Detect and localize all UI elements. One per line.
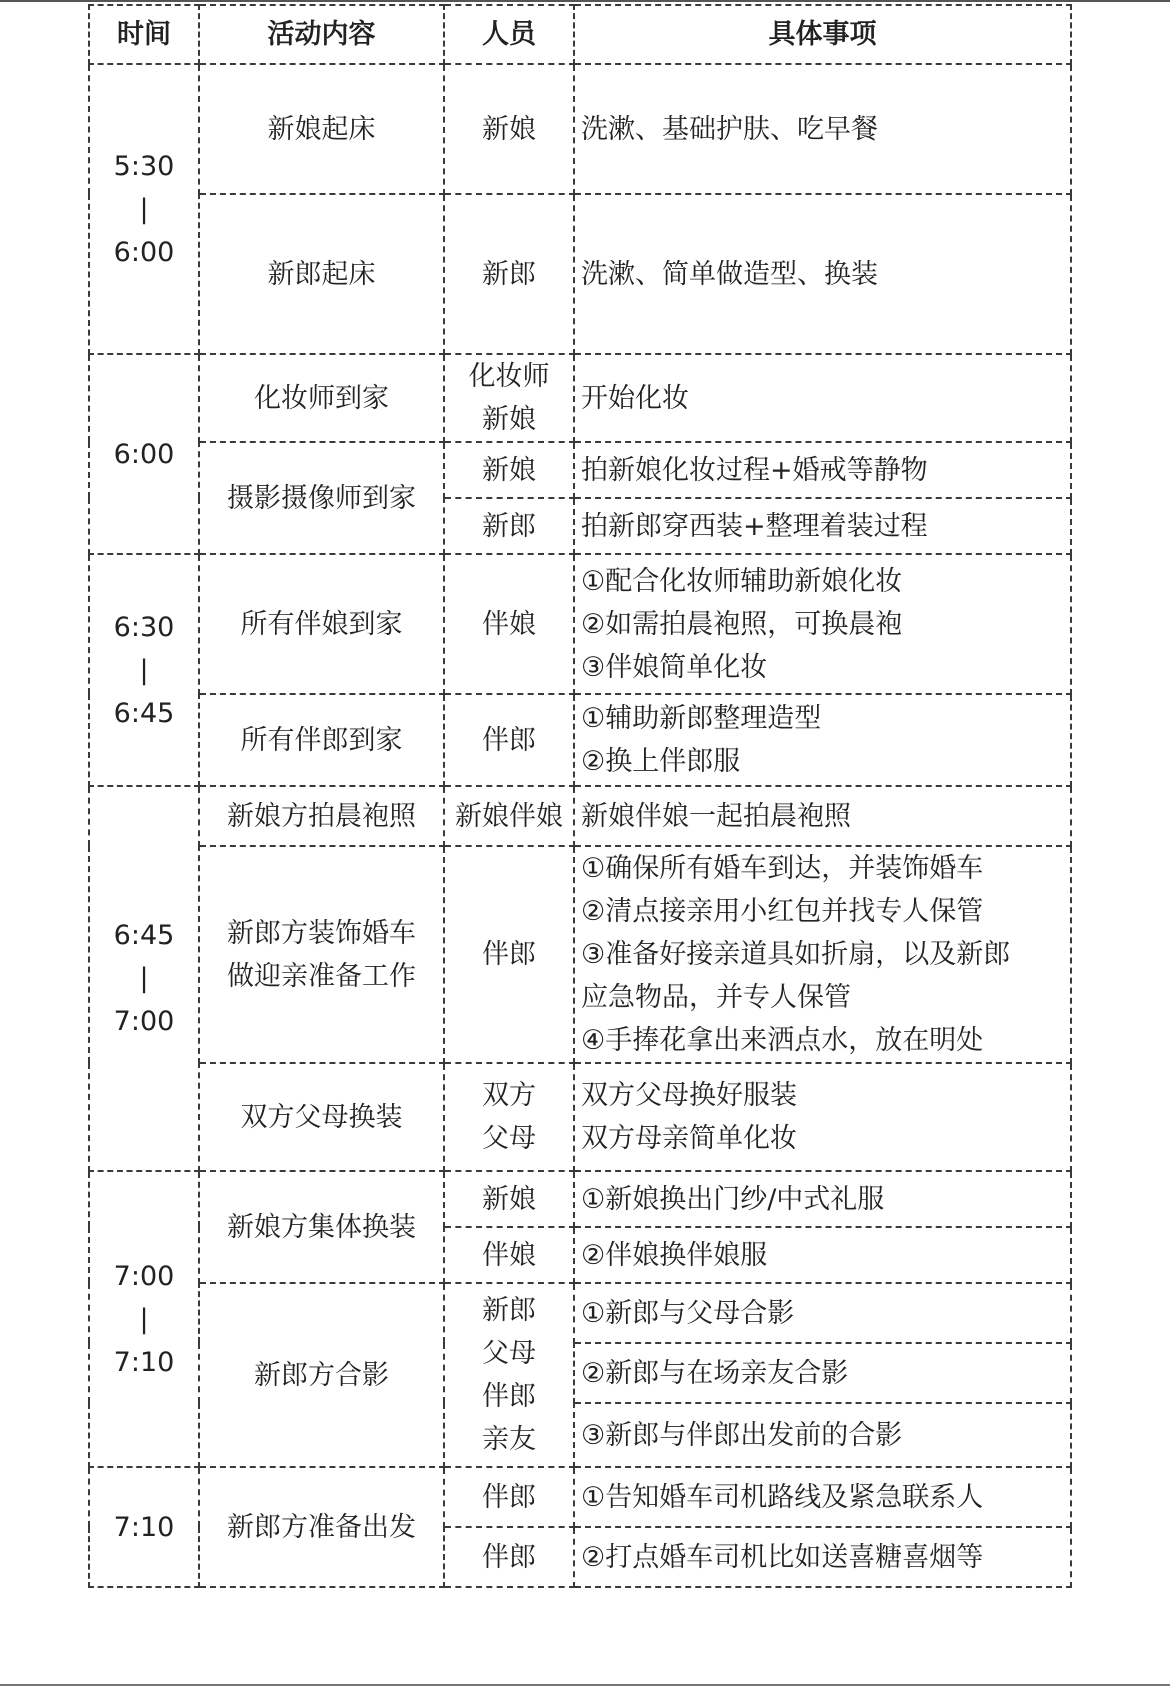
- details-cell: [574, 1467, 1071, 1527]
- activity-line: 新娘起床: [267, 113, 376, 145]
- schedule-row: [89, 1171, 1071, 1227]
- time-line: 5:30: [113, 150, 175, 182]
- staff-cell: [444, 498, 574, 554]
- schedule-row: [89, 1467, 1071, 1527]
- detail-line: ①新郎与父母合影: [581, 1297, 795, 1329]
- time-line: 6:45: [113, 920, 175, 951]
- staff-line: 化妆师: [468, 361, 550, 392]
- staff-cell: [444, 786, 574, 846]
- details-cell: [574, 442, 1071, 498]
- detail-line: ①告知婚车司机路线及紧急联系人: [581, 1481, 984, 1513]
- details-cell: [574, 498, 1071, 554]
- staff-line: 伴郎: [482, 724, 536, 756]
- time-line: 7:00: [113, 1006, 175, 1037]
- staff-line: 伴郎: [482, 1481, 536, 1513]
- time-line: 7:10: [113, 1346, 175, 1378]
- activity-line: 摄影摄像师到家: [227, 482, 416, 514]
- schedule-row: [89, 354, 1071, 442]
- time-line: |: [139, 193, 149, 225]
- time-line: |: [139, 963, 149, 994]
- detail-line: ③准备好接亲道具如折扇，以及新郎: [581, 939, 1011, 970]
- staff-line: 新娘: [482, 454, 536, 486]
- detail-line: 双方父母换好服装: [581, 1080, 797, 1111]
- staff-cell: [444, 1171, 574, 1227]
- detail-line: 开始化妆: [581, 382, 689, 414]
- details-cell: [574, 1283, 1071, 1343]
- details-cell: [574, 694, 1071, 786]
- staff-line: 新娘: [482, 404, 536, 435]
- activity-line: 所有伴郎到家: [240, 724, 403, 756]
- detail-line: ①配合化妆师辅助新娘化妆: [581, 565, 903, 597]
- activity-line: 新郎方装饰婚车: [227, 917, 416, 949]
- header-row: [89, 5, 1071, 64]
- details-cell: [574, 64, 1071, 194]
- details-cell: [574, 354, 1071, 442]
- detail-line: 双方母亲简单化妆: [581, 1123, 797, 1154]
- details-cell: [574, 786, 1071, 846]
- detail-line: ③伴娘简单化妆: [581, 651, 768, 683]
- activity-cell: [199, 64, 444, 194]
- header-staff: 人员: [444, 5, 574, 64]
- activity-line: 所有伴娘到家: [240, 608, 403, 640]
- schedule-row: [89, 846, 1071, 1063]
- schedule-row: [89, 786, 1071, 846]
- staff-line: 新郎: [482, 510, 536, 542]
- schedule-row: [89, 1283, 1071, 1343]
- wedding-schedule-table: [88, 4, 1072, 1588]
- detail-line: ③新郎与伴郎出发前的合影: [581, 1419, 903, 1451]
- details-cell: [574, 1527, 1071, 1587]
- details-cell: [574, 194, 1071, 354]
- activity-cell: [199, 846, 444, 1063]
- details-cell: [574, 846, 1071, 1063]
- time-line: 7:00: [113, 1260, 175, 1292]
- time-line: |: [139, 1303, 149, 1335]
- staff-line: 父母: [482, 1123, 536, 1154]
- staff-cell: [444, 1227, 574, 1283]
- activity-cell: [199, 694, 444, 786]
- top-border-line: [0, 0, 1170, 2]
- time-cell: [89, 354, 199, 554]
- activity-line: 新娘方拍晨袍照: [227, 800, 416, 832]
- details-cell: [574, 1343, 1071, 1403]
- time-cell: [89, 786, 199, 1171]
- details-cell: [574, 1403, 1071, 1467]
- staff-line: 双方: [482, 1080, 536, 1111]
- detail-line: 拍新郎穿西装+整理着装过程: [581, 510, 928, 542]
- header-time: 时间: [89, 5, 199, 64]
- staff-line: 伴娘: [482, 1239, 536, 1271]
- staff-line: 新郎: [482, 1295, 536, 1326]
- staff-cell: [444, 64, 574, 194]
- schedule-row: [89, 694, 1071, 786]
- schedule-row: [89, 194, 1071, 354]
- staff-line: 伴郎: [482, 1381, 536, 1412]
- time-line: 6:45: [113, 697, 175, 729]
- time-line: 6:00: [113, 438, 175, 470]
- staff-cell: [444, 354, 574, 442]
- details-cell: [574, 1171, 1071, 1227]
- activity-cell: [199, 1283, 444, 1467]
- detail-line: 洗漱、基础护肤、吃早餐: [581, 113, 878, 145]
- staff-cell: [444, 1467, 574, 1527]
- staff-cell: [444, 694, 574, 786]
- header-activity: 活动内容: [199, 5, 444, 64]
- activity-cell: [199, 442, 444, 554]
- schedule-row: [89, 554, 1071, 694]
- schedule-row: [89, 442, 1071, 498]
- detail-line: ②伴娘换伴娘服: [581, 1239, 768, 1271]
- staff-cell: [444, 1283, 574, 1467]
- activity-line: 新郎起床: [267, 258, 376, 290]
- activity-cell: [199, 194, 444, 354]
- activity-line: 新郎方准备出发: [227, 1511, 416, 1543]
- staff-line: 新郎: [482, 258, 536, 290]
- details-cell: [574, 1227, 1071, 1283]
- schedule-body: [89, 64, 1071, 1587]
- staff-cell: [444, 554, 574, 694]
- activity-cell: [199, 1063, 444, 1171]
- staff-line: 伴郎: [482, 1541, 536, 1573]
- staff-cell: [444, 194, 574, 354]
- detail-line: 拍新娘化妆过程+婚戒等静物: [581, 454, 928, 486]
- detail-line: ②清点接亲用小红包并找专人保管: [581, 896, 984, 927]
- time-cell: [89, 64, 199, 354]
- staff-line: 父母: [482, 1338, 536, 1369]
- activity-cell: [199, 786, 444, 846]
- detail-line: ②打点婚车司机比如送喜糖喜烟等: [581, 1541, 984, 1573]
- staff-cell: [444, 846, 574, 1063]
- header-details: 具体事项: [574, 5, 1071, 64]
- activity-cell: [199, 354, 444, 442]
- time-line: 6:00: [113, 236, 175, 268]
- time-line: 6:30: [113, 611, 175, 643]
- detail-line: ①新娘换出门纱/中式礼服: [581, 1183, 885, 1215]
- detail-line: ②如需拍晨袍照，可换晨袍: [581, 608, 903, 640]
- detail-line: ①确保所有婚车到达，并装饰婚车: [581, 853, 984, 884]
- staff-line: 伴娘: [482, 608, 536, 640]
- activity-cell: [199, 1467, 444, 1587]
- time-cell: [89, 1171, 199, 1467]
- staff-cell: [444, 442, 574, 498]
- staff-line: 新娘伴娘: [455, 800, 563, 832]
- activity-line: 新娘方集体换装: [227, 1211, 416, 1243]
- staff-line: 亲友: [482, 1424, 536, 1455]
- detail-line: ④手捧花拿出来洒点水，放在明处: [581, 1025, 984, 1056]
- details-cell: [574, 1063, 1071, 1171]
- detail-line: ②新郎与在场亲友合影: [581, 1357, 849, 1389]
- detail-line: 新娘伴娘一起拍晨袍照: [581, 800, 851, 832]
- activity-line: 化妆师到家: [254, 382, 389, 414]
- staff-line: 新娘: [482, 1183, 536, 1215]
- schedule-row: [89, 64, 1071, 194]
- detail-line: 洗漱、简单做造型、换装: [581, 258, 878, 290]
- staff-line: 伴郎: [482, 939, 536, 970]
- staff-cell: [444, 1527, 574, 1587]
- schedule-row: [89, 1063, 1071, 1171]
- activity-line: 新郎方合影: [254, 1359, 389, 1391]
- activity-line: 做迎亲准备工作: [227, 960, 416, 992]
- time-cell: [89, 554, 199, 786]
- time-cell: [89, 1467, 199, 1587]
- details-cell: [574, 554, 1071, 694]
- detail-line: ②换上伴郎服: [581, 746, 741, 777]
- time-line: 7:10: [113, 1511, 175, 1543]
- activity-cell: [199, 554, 444, 694]
- detail-line: ①辅助新郎整理造型: [581, 703, 822, 734]
- staff-line: 新娘: [482, 113, 536, 145]
- detail-line: 应急物品，并专人保管: [581, 982, 851, 1013]
- staff-cell: [444, 1063, 574, 1171]
- activity-line: 双方父母换装: [240, 1101, 403, 1133]
- time-line: |: [139, 654, 149, 686]
- activity-cell: [199, 1171, 444, 1283]
